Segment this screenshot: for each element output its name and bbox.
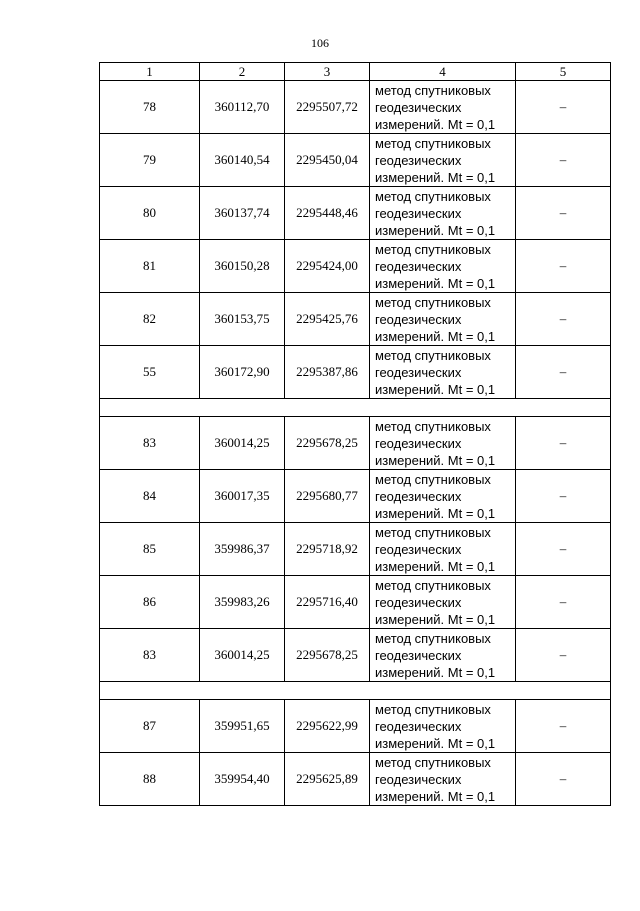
- point-number-cell: 88: [100, 753, 200, 806]
- note-cell: –: [516, 81, 611, 134]
- header-cell: 2: [200, 63, 285, 81]
- note-cell: –: [516, 346, 611, 399]
- note-cell: –: [516, 753, 611, 806]
- method-cell: метод спутниковых геодезических измерений. Mt = 0,1: [370, 417, 516, 470]
- point-number-cell: 55: [100, 346, 200, 399]
- x-coordinate-cell: 360017,35: [200, 470, 285, 523]
- x-coordinate-cell: 360140,54: [200, 134, 285, 187]
- method-cell: метод спутниковых геодезических измерений. Mt = 0,1: [370, 470, 516, 523]
- note-cell: –: [516, 134, 611, 187]
- point-number-cell: 80: [100, 187, 200, 240]
- header-cell: 5: [516, 63, 611, 81]
- section-separator-row: [100, 682, 611, 700]
- section-separator-row: [100, 399, 611, 417]
- method-cell: метод спутниковых геодезических измерений. Mt = 0,1: [370, 187, 516, 240]
- x-coordinate-cell: 359986,37: [200, 523, 285, 576]
- point-number-cell: 85: [100, 523, 200, 576]
- header-row: [100, 63, 611, 81]
- y-coordinate-cell: 2295448,46: [285, 187, 370, 240]
- point-number-cell: 84: [100, 470, 200, 523]
- note-cell: –: [516, 576, 611, 629]
- x-coordinate-cell: 359951,65: [200, 700, 285, 753]
- header-cell: 1: [100, 63, 200, 81]
- point-number-cell: 83: [100, 629, 200, 682]
- header-cell: 3: [285, 63, 370, 81]
- y-coordinate-cell: 2295718,92: [285, 523, 370, 576]
- y-coordinate-cell: 2295678,25: [285, 629, 370, 682]
- table-row: [100, 470, 611, 523]
- point-number-cell: 83: [100, 417, 200, 470]
- table-row: [100, 523, 611, 576]
- method-cell: метод спутниковых геодезических измерений. Mt = 0,1: [370, 629, 516, 682]
- point-number-cell: 82: [100, 293, 200, 346]
- table-row: [100, 576, 611, 629]
- coordinates-table: [99, 62, 611, 806]
- table-row: [100, 629, 611, 682]
- method-cell: метод спутниковых геодезических измерений. Mt = 0,1: [370, 134, 516, 187]
- method-cell: метод спутниковых геодезических измерений. Mt = 0,1: [370, 240, 516, 293]
- table-row: [100, 187, 611, 240]
- x-coordinate-cell: 359983,26: [200, 576, 285, 629]
- note-cell: –: [516, 240, 611, 293]
- note-cell: –: [516, 523, 611, 576]
- x-coordinate-cell: 360153,75: [200, 293, 285, 346]
- point-number-cell: 79: [100, 134, 200, 187]
- table-row: [100, 293, 611, 346]
- note-cell: –: [516, 417, 611, 470]
- table-row: [100, 81, 611, 134]
- table-row: [100, 753, 611, 806]
- x-coordinate-cell: 359954,40: [200, 753, 285, 806]
- note-cell: –: [516, 629, 611, 682]
- y-coordinate-cell: 2295625,89: [285, 753, 370, 806]
- y-coordinate-cell: 2295425,76: [285, 293, 370, 346]
- point-number-cell: 78: [100, 81, 200, 134]
- method-cell: метод спутниковых геодезических измерений. Mt = 0,1: [370, 700, 516, 753]
- page-number: 106: [311, 36, 329, 50]
- method-cell: метод спутниковых геодезических измерений. Mt = 0,1: [370, 293, 516, 346]
- y-coordinate-cell: 2295387,86: [285, 346, 370, 399]
- y-coordinate-cell: 2295424,00: [285, 240, 370, 293]
- y-coordinate-cell: 2295507,72: [285, 81, 370, 134]
- table-row: [100, 417, 611, 470]
- method-cell: метод спутниковых геодезических измерений. Mt = 0,1: [370, 523, 516, 576]
- point-number-cell: 86: [100, 576, 200, 629]
- note-cell: –: [516, 293, 611, 346]
- y-coordinate-cell: 2295680,77: [285, 470, 370, 523]
- y-coordinate-cell: 2295716,40: [285, 576, 370, 629]
- note-cell: –: [516, 700, 611, 753]
- x-coordinate-cell: 360112,70: [200, 81, 285, 134]
- header-cell: 4: [370, 63, 516, 81]
- y-coordinate-cell: 2295622,99: [285, 700, 370, 753]
- x-coordinate-cell: 360172,90: [200, 346, 285, 399]
- note-cell: –: [516, 187, 611, 240]
- x-coordinate-cell: 360150,28: [200, 240, 285, 293]
- method-cell: метод спутниковых геодезических измерений. Mt = 0,1: [370, 576, 516, 629]
- y-coordinate-cell: 2295450,04: [285, 134, 370, 187]
- table-row: [100, 346, 611, 399]
- table-row: [100, 134, 611, 187]
- table-row: [100, 700, 611, 753]
- separator-cell: [100, 399, 611, 417]
- table-row: [100, 240, 611, 293]
- method-cell: метод спутниковых геодезических измерений. Mt = 0,1: [370, 346, 516, 399]
- x-coordinate-cell: 360014,25: [200, 629, 285, 682]
- point-number-cell: 87: [100, 700, 200, 753]
- point-number-cell: 81: [100, 240, 200, 293]
- x-coordinate-cell: 360137,74: [200, 187, 285, 240]
- y-coordinate-cell: 2295678,25: [285, 417, 370, 470]
- method-cell: метод спутниковых геодезических измерений. Mt = 0,1: [370, 753, 516, 806]
- method-cell: метод спутниковых геодезических измерений. Mt = 0,1: [370, 81, 516, 134]
- x-coordinate-cell: 360014,25: [200, 417, 285, 470]
- note-cell: –: [516, 470, 611, 523]
- separator-cell: [100, 682, 611, 700]
